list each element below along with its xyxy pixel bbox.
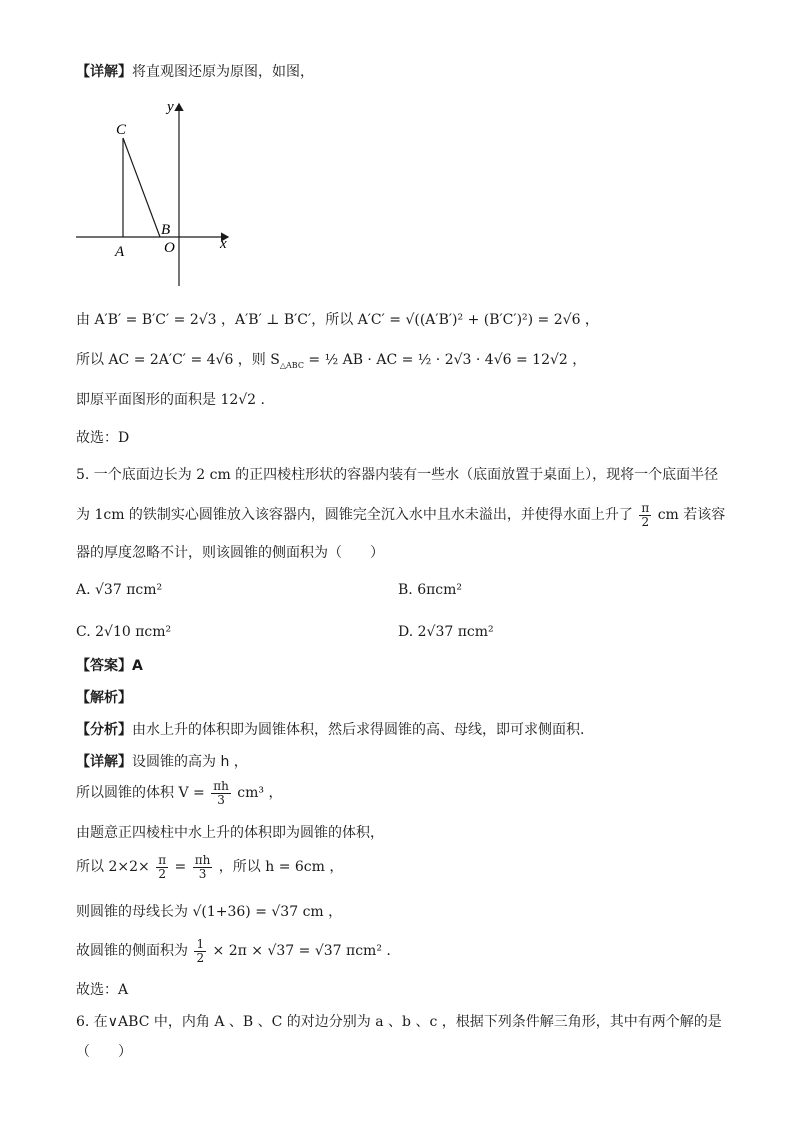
fenxi-text: 由水上升的体积即为圆锥体积，然后求得圆锥的高、母线，即可求侧面积. bbox=[132, 722, 585, 738]
derivation-line-2-b: = ½ AB · AC = ½ · 2√3 · 4√6 = 12√2 ， bbox=[303, 352, 587, 368]
volume-fraction bbox=[211, 780, 231, 807]
volume-den: 3 bbox=[217, 792, 225, 807]
q5-stem-2a: 为 1cm 的铁制实心圆锥放入该容器内，圆锥完全沉入水中且水未溢出，并使得水面上升了 bbox=[76, 507, 633, 523]
q5-stem-line-1: 5. 一个底面边长为 2 cm 的正四棱柱形状的容器内装有一些水（底面放置于桌面上），现将一个底面半径 bbox=[76, 467, 719, 483]
fenxi-line bbox=[76, 720, 584, 740]
choose-line: 故选：A bbox=[76, 982, 129, 998]
volume-b: cm³ ， bbox=[237, 785, 283, 801]
equation-fraction-2 bbox=[193, 854, 213, 881]
q5-option-b: B. 6πcm² bbox=[398, 582, 463, 598]
derivation-line-1: 由 A′B′ = B′C′ = 2√3 ，A′B′ ⊥ B′C′，所以 A′C′ = √((A′B′)² + (B′C′)²) = 2√6 ， bbox=[76, 312, 599, 328]
q5-fraction bbox=[639, 502, 651, 529]
area-a: 故圆锥的侧面积为 bbox=[76, 943, 188, 959]
analysis-heading: 【解析】 bbox=[76, 690, 132, 706]
detail-text: 将直观图还原为原图，如图， bbox=[132, 64, 314, 80]
lateral-area-line bbox=[76, 936, 391, 966]
volume-a: 所以圆锥的体积 V = bbox=[76, 785, 205, 801]
label-b: B bbox=[161, 222, 171, 238]
volume-line bbox=[76, 778, 282, 808]
area-num: 1 bbox=[196, 936, 205, 951]
fenxi-tag: 【分析】 bbox=[76, 722, 132, 738]
equation-fraction-1 bbox=[156, 854, 168, 881]
slant-height-line: 则圆锥的母线长为 √(1+36) = √37 cm ， bbox=[76, 904, 343, 920]
area-b: × 2π × √37 = √37 πcm² . bbox=[212, 943, 391, 959]
equal-volume-line: 由题意正四棱柱中水上升的体积即为圆锥的体积， bbox=[76, 825, 384, 841]
volume-num: πh bbox=[213, 778, 229, 793]
segment-cb bbox=[123, 138, 160, 237]
q6-stem-line-2: （ ） bbox=[76, 1044, 132, 1060]
eq-num-2: πh bbox=[194, 852, 211, 867]
label-c: C bbox=[116, 122, 127, 138]
derivation-line-2 bbox=[76, 350, 586, 376]
q6-stem-line-1: 6. 在∨ABC 中，内角 A 、B 、C 的对边分别为 a 、b 、c ，根据下列条件解三角形，其中有两个解的是 bbox=[76, 1014, 722, 1030]
area-den: 2 bbox=[196, 950, 205, 965]
eq-den-1: 2 bbox=[158, 866, 166, 881]
q5-option-c: C. 2√10 πcm² bbox=[76, 624, 172, 640]
label-y: y bbox=[167, 99, 174, 115]
q5-stem-line-2 bbox=[76, 500, 725, 530]
derivation-line-2-a: 所以 AC = 2A′C′ = 4√6 ，则 S bbox=[76, 352, 280, 368]
detail-heading bbox=[76, 62, 314, 82]
q5-option-a: A. √37 πcm² bbox=[76, 582, 163, 598]
area-fraction bbox=[194, 938, 206, 965]
eq-den-2: 3 bbox=[198, 866, 207, 881]
equation-equals: = bbox=[174, 859, 187, 875]
derivation-line-2-sub: △ABC bbox=[279, 360, 304, 370]
coordinate-figure bbox=[70, 96, 240, 291]
q5-frac-num: π bbox=[641, 500, 650, 515]
eq-num-1: π bbox=[158, 852, 167, 867]
detail-tag: 【详解】 bbox=[76, 64, 132, 80]
q5-stem-line-3: 器的厚度忽略不计，则该圆锥的侧面积为（ ） bbox=[76, 545, 384, 561]
label-a: A bbox=[115, 244, 125, 260]
answer-line: 【答案】A bbox=[76, 658, 143, 674]
equation-a: 所以 2×2× bbox=[76, 859, 150, 875]
q5-option-d: D. 2√37 πcm² bbox=[398, 624, 494, 640]
label-o: O bbox=[164, 240, 175, 256]
derivation-line-4: 故选：D bbox=[76, 430, 130, 446]
xiangjie-tag: 【详解】 bbox=[76, 754, 132, 770]
q5-frac-den: 2 bbox=[641, 514, 650, 529]
label-x: x bbox=[220, 236, 227, 252]
xiangjie-text: 设圆锥的高为 h ， bbox=[132, 754, 248, 770]
equation-b: ，所以 h = 6cm ， bbox=[218, 859, 344, 875]
xiangjie-line bbox=[76, 752, 248, 772]
q5-stem-2b: cm 若该容 bbox=[657, 507, 726, 523]
equation-line bbox=[76, 852, 343, 882]
derivation-line-3: 即原平面图形的面积是 12√2 . bbox=[76, 392, 265, 408]
